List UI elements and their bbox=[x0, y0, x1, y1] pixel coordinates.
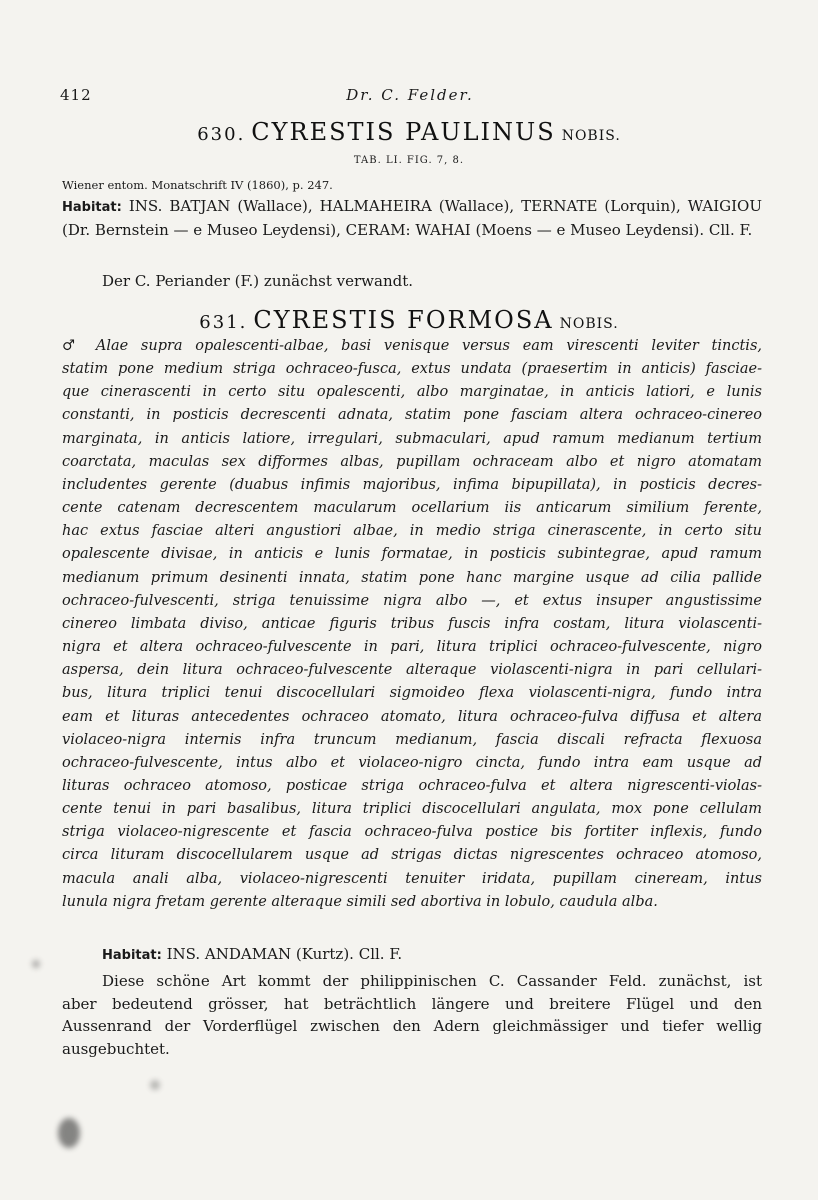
description-line: aspersa, dein litura ochraceo-fulvescente alteraque violascenti-nigra in pari cellulari- bbox=[62, 662, 762, 679]
ink-speck bbox=[150, 1080, 160, 1090]
species-631-habitat bbox=[102, 943, 762, 967]
species-630-habitat bbox=[62, 195, 762, 241]
habitat-label: Habitat: bbox=[62, 200, 122, 215]
description-line: coarctata, maculas sex difformes albas, pupillam ochraceam albo et nigro atomatam bbox=[62, 453, 762, 470]
description-line: cinereo limbata diviso, anticae figuris tribus fuscis infra costam, litura violascenti- bbox=[62, 615, 762, 632]
running-head: Dr. C. Felder. bbox=[346, 86, 474, 104]
species-630-citation: Wiener entom. Monatschrift IV (1860), p. 247. bbox=[62, 178, 333, 192]
description-line: lituras ochraceo atomoso, posticae striga ochraceo-fulva et altera nigrescenti-violas- bbox=[62, 777, 762, 794]
ink-smudge bbox=[58, 1118, 80, 1148]
species-631-remark bbox=[62, 970, 762, 1060]
description-line: cente tenui in pari basalibus, litura triplici discocellulari angulata, mox pone cellulam bbox=[62, 801, 762, 818]
description-line: medianum primum desinenti innata, statim pone hanc margine usque ad cilia pallide bbox=[62, 569, 762, 586]
description-line: marginata, in anticis latiore, irregulari, submaculari, apud ramum medianum tertium bbox=[62, 430, 762, 447]
species-631-habitat-text: INS. ANDAMAN (Kurtz). Cll. F. bbox=[166, 945, 403, 963]
description-line: nigra et altera ochraceo-fulvescente in pari, litura triplici ochraceo-fulvescente, nigro bbox=[62, 639, 762, 656]
species-631-author: NOBIS. bbox=[559, 316, 619, 332]
description-line: que cinerascenti in certo situ opalescenti, albo marginatae, in anticis latiori, e lunis bbox=[62, 384, 762, 401]
remark-line: Aussenrand der Vorderflügel zwischen den Adern gleichmässiger und tiefer wellig bbox=[62, 1017, 762, 1035]
species-630-title bbox=[0, 118, 818, 146]
remark-line: ausgebuchtet. bbox=[62, 1039, 170, 1058]
description-line: macula anali alba, violaceo-nigrescenti tenuiter iridata, pupillam cineream, intus bbox=[62, 870, 762, 887]
habitat-label: Habitat: bbox=[102, 948, 162, 963]
page-number: 412 bbox=[60, 86, 92, 104]
description-line: bus, litura triplici tenui discocellulari sigmoideo flexa violascenti-nigra, fundo intra bbox=[62, 685, 762, 702]
description-line: statim pone medium striga ochraceo-fusca, extus undata (praesertim in anticis) fasciae- bbox=[62, 361, 762, 378]
species-630-note: Der C. Periander (F.) zunächst verwandt. bbox=[102, 272, 414, 290]
species-631-title bbox=[0, 306, 818, 334]
description-line: striga violaceo-nigrescente et fascia ochraceo-fulva postice bis fortiter inflexis, fundo bbox=[62, 824, 762, 841]
description-line: circa lituram discocellularem usque ad strigas dictas nigrescentes ochraceo atomoso, bbox=[62, 847, 762, 864]
description-line: ochraceo-fulvescente, intus albo et violaceo-nigro cincta, fundo intra eam usque ad bbox=[62, 754, 762, 771]
species-630-name: CYRESTIS PAULINUS bbox=[251, 118, 556, 146]
description-line: lunula nigra fretam gerente alteraque simili sed abortiva in lobulo, caudula alba. bbox=[62, 893, 658, 910]
species-631-name: CYRESTIS FORMOSA bbox=[253, 306, 554, 334]
species-630-habitat-text: INS. BATJAN (Wallace), HALMAHEIRA (Wallace), TERNATE (Lorquin), WAIGIOU (Dr. Bernstein — e Museo Leydensi), CERAM: WAHAI (Moens — e Museo Leydensi). Cll. F. bbox=[62, 197, 762, 240]
description-line: violaceo-nigra internis infra truncum medianum, fascia discali refracta flexuosa bbox=[62, 731, 762, 748]
species-630-author: NOBIS. bbox=[561, 128, 621, 144]
species-631-description bbox=[62, 335, 762, 914]
description-line: ♂ Alae supra opalescenti-albae, basi venisque versus eam virescenti leviter tinctis, bbox=[62, 338, 762, 354]
species-630-number: 630. bbox=[197, 124, 246, 145]
remark-line: aber bedeutend grösser, hat beträchtlich längere und breitere Flügel und den bbox=[62, 994, 762, 1013]
description-line: constanti, in posticis decrescenti adnata, statim pone fasciam altera ochraceo-cinereo bbox=[62, 407, 762, 424]
description-line: includentes gerente (duabus infimis majoribus, infima bipupillata), in posticis decres- bbox=[62, 476, 762, 493]
ink-speck bbox=[32, 960, 40, 968]
description-line: cente catenam decrescentem macularum ocellarium iis anticarum similium ferente, bbox=[62, 500, 762, 517]
description-line: opalescente divisae, in anticis e lunis formatae, in posticis subintegrae, apud ramum bbox=[62, 546, 762, 563]
species-631-number: 631. bbox=[199, 312, 248, 333]
description-line: ochraceo-fulvescenti, striga tenuissime nigra albo —, et extus insuper angustissime bbox=[62, 592, 762, 609]
description-line: hac extus fasciae alteri angustiori albae, in medio striga cinerascente, in certo situ bbox=[62, 523, 762, 540]
description-line: eam et lituras antecedentes ochraceo atomato, litura ochraceo-fulva diffusa et altera bbox=[62, 708, 762, 725]
remark-line: Diese schöne Art kommt der philippinischen C. Cassander Feld. zunächst, ist bbox=[102, 972, 762, 990]
species-630-plate-reference: TAB. LI. FIG. 7, 8. bbox=[353, 155, 465, 166]
